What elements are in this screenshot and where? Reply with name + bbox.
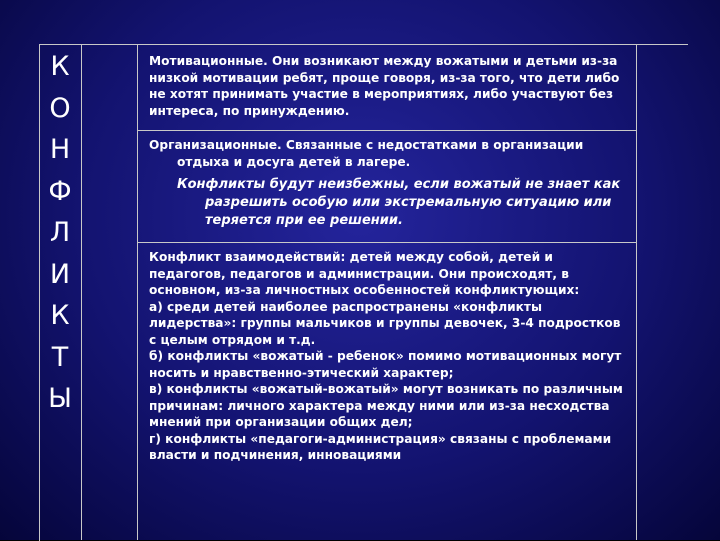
organizational-conflicts-block <box>149 137 631 230</box>
italic-line-2: разрешить особую или экстремальную ситуацию или <box>205 195 612 210</box>
organizational-line-1: Организационные. Связанные с недостатками в организации <box>149 138 584 152</box>
vertical-title <box>42 46 78 540</box>
title-letter: Ф <box>48 175 72 207</box>
italic-line-1: Конфликты будут неизбежны, если вожатый не знает как <box>177 177 621 192</box>
title-letter: Т <box>51 341 69 373</box>
interaction-item-a: а) среди детей наиболее распространены «конфликты лидерства»: группы мальчиков и группы девочек, 3-4 подростков с целым отрядом и т.д. <box>149 299 621 347</box>
interaction-item-b: б) конфликты «вожатый - ребенок» помимо мотивационных могут носить и нравственно-этический характер; <box>149 349 622 380</box>
interaction-conflicts-block <box>149 249 631 464</box>
interaction-item-g: г) конфликты «педагоги-администрация» связаны с проблемами власти и подчинения, инновациями <box>149 431 612 462</box>
title-letter: К <box>50 300 70 331</box>
italic-line-3: теряется при ее решении. <box>205 213 403 228</box>
row-divider-2 <box>138 242 636 243</box>
interaction-item-v: в) конфликты «вожатый-вожатый» могут возникать по различным причинам: личного характера между ними или из-за несходства мнений при организации общих дел; <box>149 382 623 429</box>
title-letter: О <box>49 92 71 124</box>
inevitability-note <box>177 176 631 230</box>
title-letter: Ы <box>48 383 72 414</box>
title-letter: Л <box>49 217 71 248</box>
column-divider-middle <box>137 44 138 540</box>
interaction-intro: Конфликт взаимодействий: детей между собой, детей и педагогов, педагогов и администрации. Они происходят, в основном, из-за личностных особенностей конфликтующих: <box>149 250 580 297</box>
title-letter: И <box>49 258 71 290</box>
column-divider-right <box>636 44 637 540</box>
title-letter: К <box>50 51 70 82</box>
title-letter: Н <box>49 134 71 165</box>
organizational-line-2: отдыха и досуга детей в лагере. <box>177 154 411 169</box>
motivational-text: Мотивационные. Они возникают между вожатыми и детьми из-за низкой мотивации ребят, проще говоря, из-за того, что дети либо не хотят принимать участие в мероприятиях, либо участвуют без интереса, по принуждению. <box>149 54 620 118</box>
column-divider-left <box>81 44 82 540</box>
motivational-conflicts-block <box>149 53 629 119</box>
row-divider-1 <box>138 130 636 131</box>
